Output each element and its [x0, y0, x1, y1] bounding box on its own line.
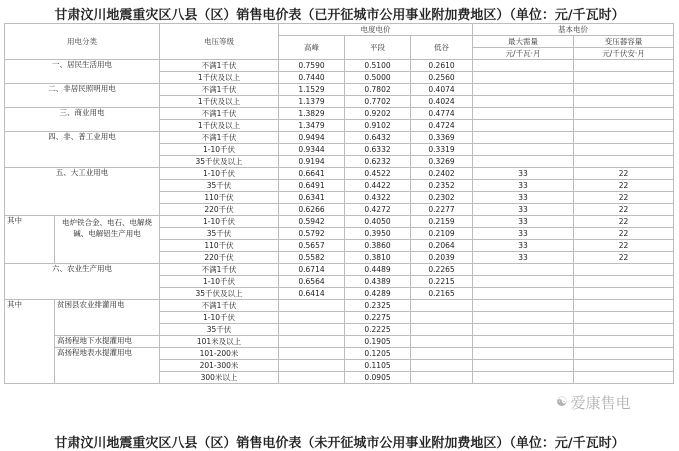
flat-cell: 0.7702: [345, 96, 411, 108]
flat-cell: 0.4389: [345, 276, 411, 288]
transformer-cell: [574, 264, 674, 276]
peak-cell: [279, 372, 345, 384]
category-cell: 四、非、普工业用电: [5, 132, 160, 168]
valley-cell: 0.2277: [411, 204, 473, 216]
transformer-cell: [574, 156, 674, 168]
flat-cell: 0.5000: [345, 72, 411, 84]
valley-cell: 0.2215: [411, 276, 473, 288]
valley-cell: 0.4024: [411, 96, 473, 108]
valley-cell: 0.2165: [411, 288, 473, 300]
transformer-cell: 22: [574, 180, 674, 192]
voltage-cell: 不满1千伏: [160, 84, 279, 96]
price-table: [4, 23, 674, 384]
transformer-cell: [574, 336, 674, 348]
flat-cell: 0.2225: [345, 324, 411, 336]
max-demand-cell: [473, 300, 574, 312]
valley-cell: [411, 312, 473, 324]
voltage-cell: 35千伏: [160, 180, 279, 192]
voltage-cell: 110千伏: [160, 240, 279, 252]
flat-cell: 0.3860: [345, 240, 411, 252]
table-row: [5, 60, 674, 72]
watermark-text: 爱康售电: [570, 394, 631, 412]
voltage-cell: 1-10千伏: [160, 168, 279, 180]
voltage-cell: 300米以上: [160, 372, 279, 384]
voltage-cell: 不满1千伏: [160, 60, 279, 72]
max-demand-cell: [473, 96, 574, 108]
voltage-cell: 35千伏及以上: [160, 288, 279, 300]
voltage-cell: 35千伏及以上: [160, 156, 279, 168]
subcategory-cell: 贫困县农业排灌用电: [55, 300, 160, 336]
max-demand-cell: [473, 156, 574, 168]
max-demand-cell: 33: [473, 168, 574, 180]
transformer-cell: [574, 360, 674, 372]
transformer-cell: 22: [574, 240, 674, 252]
voltage-cell: 1千伏及以上: [160, 120, 279, 132]
voltage-cell: 220千伏: [160, 252, 279, 264]
max-demand-cell: [473, 348, 574, 360]
flat-cell: 0.3950: [345, 228, 411, 240]
valley-cell: 0.2302: [411, 192, 473, 204]
category-cell: 五、大工业用电: [5, 168, 160, 216]
peak-cell: 0.6491: [279, 180, 345, 192]
transformer-cell: [574, 312, 674, 324]
table-row: [5, 300, 674, 312]
peak-cell: 0.6641: [279, 168, 345, 180]
flat-cell: 0.6232: [345, 156, 411, 168]
max-demand-cell: [473, 108, 574, 120]
subcategory-cell: 高扬程地下水提灌用电: [55, 336, 160, 348]
flat-cell: 0.9202: [345, 108, 411, 120]
peak-cell: [279, 348, 345, 360]
peak-cell: 0.5657: [279, 240, 345, 252]
max-demand-cell: 33: [473, 192, 574, 204]
valley-cell: 0.4724: [411, 120, 473, 132]
max-demand-cell: 33: [473, 204, 574, 216]
flat-cell: 0.2325: [345, 300, 411, 312]
transformer-cell: [574, 276, 674, 288]
valley-cell: [411, 300, 473, 312]
max-demand-cell: [473, 84, 574, 96]
peak-cell: 0.6414: [279, 288, 345, 300]
category-cell: 其中: [5, 216, 55, 264]
valley-cell: 0.2265: [411, 264, 473, 276]
flat-cell: 0.6332: [345, 144, 411, 156]
peak-cell: 0.5942: [279, 216, 345, 228]
voltage-cell: 1-10千伏: [160, 216, 279, 228]
voltage-cell: 1-10千伏: [160, 276, 279, 288]
valley-cell: [411, 336, 473, 348]
peak-cell: [279, 300, 345, 312]
peak-cell: [279, 360, 345, 372]
table-row: [5, 168, 674, 180]
transformer-cell: 22: [574, 204, 674, 216]
max-demand-cell: [473, 120, 574, 132]
table-row: [5, 348, 674, 360]
table-row: [5, 336, 674, 348]
peak-cell: 0.6714: [279, 264, 345, 276]
peak-cell: 0.6266: [279, 204, 345, 216]
flat-cell: 0.4422: [345, 180, 411, 192]
table-title-top: 甘肃汶川地震重灾区八县（区）销售电价表（已开征城市公用事业附加费地区）（单位：元/千瓦时）: [54, 8, 625, 23]
transformer-cell: [574, 108, 674, 120]
transformer-cell: [574, 60, 674, 72]
flat-cell: 0.1205: [345, 348, 411, 360]
transformer-cell: [574, 120, 674, 132]
voltage-cell: 101-200米: [160, 348, 279, 360]
category-cell: 六、农业生产用电: [5, 264, 160, 300]
voltage-cell: 35千伏: [160, 228, 279, 240]
peak-cell: 1.3479: [279, 120, 345, 132]
peak-cell: 0.9344: [279, 144, 345, 156]
table-title-bottom: 甘肃汶川地震重灾区八县（区）销售电价表（未开征城市公用事业附加费地区）（单位：元/千瓦时）: [54, 436, 625, 451]
transformer-cell: [574, 324, 674, 336]
max-demand-cell: [473, 264, 574, 276]
transformer-cell: 22: [574, 228, 674, 240]
subcategory-cell: 高扬程地表水提灌用电: [55, 348, 160, 384]
peak-cell: 0.5582: [279, 252, 345, 264]
transformer-cell: 22: [574, 192, 674, 204]
peak-cell: 0.6341: [279, 192, 345, 204]
header-category: 用电分类: [5, 24, 160, 60]
header-transformer: 变压器容量: [574, 36, 674, 48]
max-demand-cell: 33: [473, 216, 574, 228]
flat-cell: 0.1905: [345, 336, 411, 348]
max-demand-cell: [473, 72, 574, 84]
table-row: [5, 216, 674, 228]
subcategory-cell: 电炉铁合金、电石、电解烧碱、电解铝生产用电: [55, 216, 160, 264]
peak-cell: 1.3829: [279, 108, 345, 120]
max-demand-cell: [473, 60, 574, 72]
header-voltage: 电压等级: [160, 24, 279, 60]
max-demand-cell: 33: [473, 228, 574, 240]
valley-cell: 0.3319: [411, 144, 473, 156]
header-basic-price: 基本电价: [473, 24, 674, 36]
transformer-cell: [574, 72, 674, 84]
max-demand-cell: [473, 144, 574, 156]
valley-cell: 0.2064: [411, 240, 473, 252]
header-energy-price: 电度电价: [279, 24, 473, 36]
peak-cell: 1.1379: [279, 96, 345, 108]
transformer-cell: [574, 348, 674, 360]
valley-cell: 0.2352: [411, 180, 473, 192]
voltage-cell: 35千伏: [160, 324, 279, 336]
max-demand-cell: [473, 288, 574, 300]
max-demand-cell: [473, 312, 574, 324]
max-demand-cell: [473, 324, 574, 336]
transformer-cell: [574, 300, 674, 312]
peak-cell: [279, 324, 345, 336]
peak-cell: [279, 312, 345, 324]
voltage-cell: 110千伏: [160, 192, 279, 204]
valley-cell: 0.2159: [411, 216, 473, 228]
voltage-cell: 不满1千伏: [160, 264, 279, 276]
max-demand-cell: [473, 372, 574, 384]
max-demand-cell: [473, 336, 574, 348]
transformer-cell: 22: [574, 168, 674, 180]
valley-cell: 0.2610: [411, 60, 473, 72]
voltage-cell: 1-10千伏: [160, 312, 279, 324]
table-row: [5, 132, 674, 144]
peak-cell: [279, 336, 345, 348]
max-demand-cell: 33: [473, 252, 574, 264]
flat-cell: 0.4322: [345, 192, 411, 204]
valley-cell: 0.3269: [411, 156, 473, 168]
voltage-cell: 1千伏及以上: [160, 72, 279, 84]
flat-cell: 0.9102: [345, 120, 411, 132]
peak-cell: 0.5792: [279, 228, 345, 240]
max-demand-cell: 33: [473, 240, 574, 252]
peak-cell: 1.1529: [279, 84, 345, 96]
voltage-cell: 1-10千伏: [160, 144, 279, 156]
flat-cell: 0.1105: [345, 360, 411, 372]
valley-cell: [411, 348, 473, 360]
transformer-cell: [574, 372, 674, 384]
max-demand-cell: [473, 276, 574, 288]
transformer-cell: [574, 288, 674, 300]
category-cell: 二、非居民照明用电: [5, 84, 160, 108]
flat-cell: 0.4289: [345, 288, 411, 300]
transformer-cell: 22: [574, 216, 674, 228]
flat-cell: 0.0905: [345, 372, 411, 384]
header-flat: 平段: [345, 36, 411, 60]
voltage-cell: 不满1千伏: [160, 300, 279, 312]
peak-cell: 0.7440: [279, 72, 345, 84]
valley-cell: [411, 360, 473, 372]
transformer-cell: 22: [574, 252, 674, 264]
table-row: [5, 264, 674, 276]
valley-cell: 0.2039: [411, 252, 473, 264]
max-demand-cell: [473, 132, 574, 144]
flat-cell: 0.4272: [345, 204, 411, 216]
peak-cell: 0.9194: [279, 156, 345, 168]
max-demand-cell: [473, 360, 574, 372]
flat-cell: 0.6432: [345, 132, 411, 144]
category-cell: 其中: [5, 300, 55, 384]
valley-cell: 0.4774: [411, 108, 473, 120]
max-demand-cell: 33: [473, 180, 574, 192]
watermark: [556, 392, 631, 413]
flat-cell: 0.4522: [345, 168, 411, 180]
valley-cell: [411, 372, 473, 384]
flat-cell: 0.5100: [345, 60, 411, 72]
header-max-demand-unit: 元/千瓦·月: [473, 48, 574, 60]
valley-cell: 0.2402: [411, 168, 473, 180]
voltage-cell: 不满1千伏: [160, 132, 279, 144]
peak-cell: 0.9494: [279, 132, 345, 144]
voltage-cell: 201-300米: [160, 360, 279, 372]
valley-cell: 0.4074: [411, 84, 473, 96]
voltage-cell: 不满1千伏: [160, 108, 279, 120]
category-cell: 一、居民生活用电: [5, 60, 160, 84]
valley-cell: 0.2109: [411, 228, 473, 240]
transformer-cell: [574, 96, 674, 108]
flat-cell: 0.7802: [345, 84, 411, 96]
flat-cell: 0.4050: [345, 216, 411, 228]
header-max-demand: 最大需量: [473, 36, 574, 48]
transformer-cell: [574, 84, 674, 96]
flat-cell: 0.4489: [345, 264, 411, 276]
header-transformer-unit: 元/千伏安·月: [574, 48, 674, 60]
valley-cell: 0.3369: [411, 132, 473, 144]
peak-cell: 0.7590: [279, 60, 345, 72]
voltage-cell: 220千伏: [160, 204, 279, 216]
flat-cell: 0.3810: [345, 252, 411, 264]
valley-cell: [411, 324, 473, 336]
peak-cell: 0.6564: [279, 276, 345, 288]
wechat-icon: ☯: [556, 395, 568, 410]
voltage-cell: 101米及以上: [160, 336, 279, 348]
flat-cell: 0.2275: [345, 312, 411, 324]
category-cell: 三、商业用电: [5, 108, 160, 132]
table-row: [5, 84, 674, 96]
transformer-cell: [574, 144, 674, 156]
header-peak: 高峰: [279, 36, 345, 60]
voltage-cell: 1千伏及以上: [160, 96, 279, 108]
valley-cell: 0.2560: [411, 72, 473, 84]
table-row: [5, 108, 674, 120]
header-valley: 低谷: [411, 36, 473, 60]
transformer-cell: [574, 132, 674, 144]
